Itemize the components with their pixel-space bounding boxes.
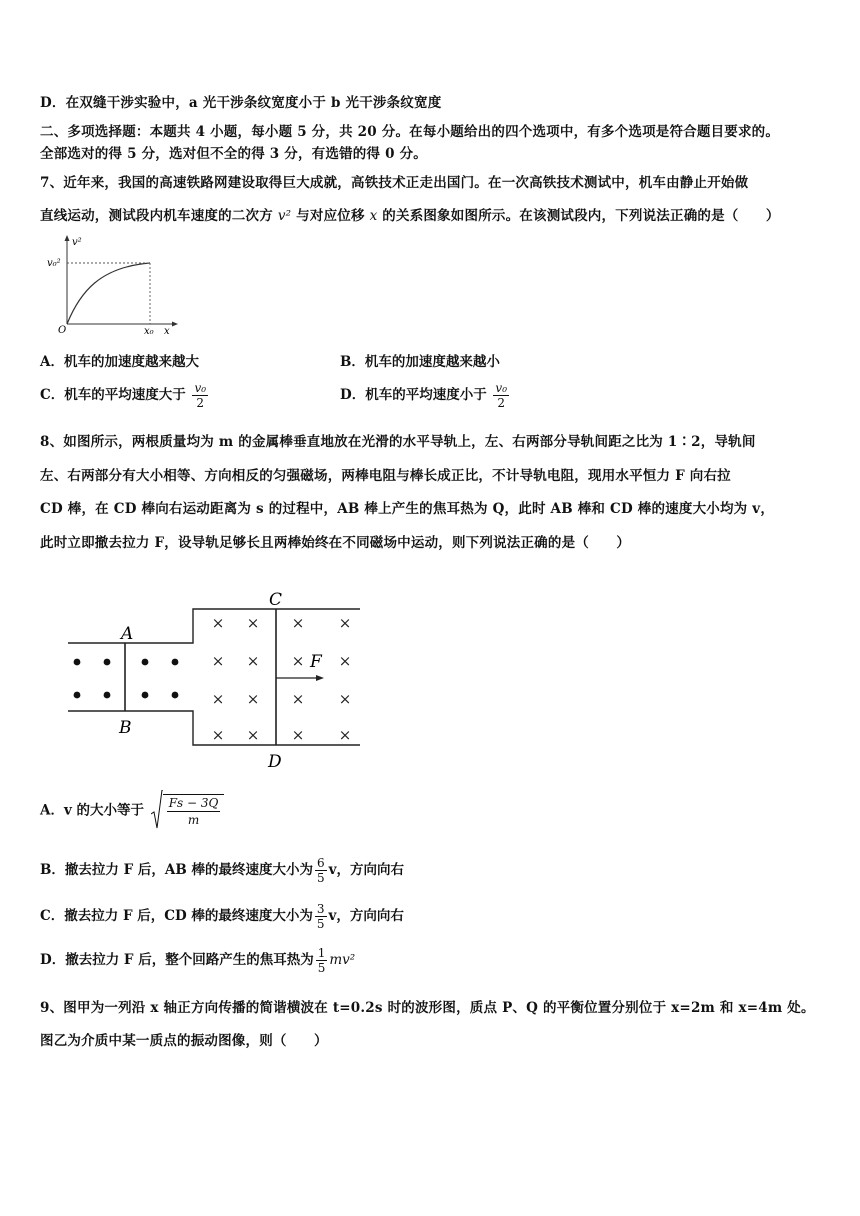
q8-option-c-num: 3 bbox=[316, 902, 325, 916]
q8-option-c-text: C．撤去拉力 F 后，CD 棒的最终速度大小为 bbox=[40, 908, 313, 924]
field-into-page-cross: × bbox=[246, 614, 260, 632]
q7-option-c-fraction bbox=[192, 381, 208, 410]
section-title-line-2: 全部选对的得 5 分，选对但不全的得 3 分，有选错的得 0 分。 bbox=[40, 146, 427, 162]
q8-stem-line-3: CD 棒，在 CD 棒向右运动距离为 s 的过程中，AB 棒上产生的焦耳热为 Q，此时 AB 棒和 CD 棒的速度大小均为 v， bbox=[40, 501, 775, 517]
q8-option-c-den: 5 bbox=[316, 917, 325, 931]
field-out-of-page-dot bbox=[142, 659, 149, 666]
field-out-of-page-dot bbox=[74, 659, 81, 666]
q8-option-b-text: B．撤去拉力 F 后，AB 棒的最终速度大小为 bbox=[40, 862, 313, 878]
q8-label-f: F bbox=[310, 652, 322, 672]
q8-option-d-fraction bbox=[316, 946, 328, 975]
q7-var-x: x bbox=[369, 208, 378, 224]
q7-x-axis-arrow bbox=[172, 322, 178, 327]
q8-option-b-post: v，方向向右 bbox=[328, 862, 404, 878]
field-into-page-cross: × bbox=[291, 726, 305, 744]
q8-option-b-den: 5 bbox=[316, 871, 325, 885]
field-out-of-page-dot bbox=[142, 692, 149, 699]
section-title-line-1: 二、多项选择题：本题共 4 小题，每小题 5 分，共 20 分。在每小题给出的四个选项中，有多个选项是符合题目要求的。 bbox=[40, 124, 780, 140]
q8-label-c: C bbox=[269, 590, 283, 610]
field-into-page-cross: × bbox=[338, 652, 352, 670]
q7-option-c-frac-den: 2 bbox=[196, 396, 205, 410]
field-into-page-cross: × bbox=[246, 652, 260, 670]
q8-label-d: D bbox=[268, 752, 282, 772]
field-out-of-page-dot bbox=[172, 659, 179, 666]
q8-option-a bbox=[40, 794, 224, 828]
q8-option-d-num: 1 bbox=[317, 946, 326, 960]
q7-x-tick-label: x₀ bbox=[144, 326, 154, 337]
q7-curve bbox=[67, 263, 150, 324]
q7-stem-text-b: 与对应位移 bbox=[291, 208, 370, 224]
q9-stem-line-1: 9、图甲为一列沿 x 轴正方向传播的简谐横波在 t=0.2s 时的波形图，质点 P、Q 的平衡位置分别位于 x=2m 和 x=4m 处。 bbox=[40, 1000, 815, 1016]
field-into-page-cross: × bbox=[338, 726, 352, 744]
field-out-of-page-dot bbox=[104, 659, 111, 666]
field-into-page-cross: × bbox=[211, 652, 225, 670]
q7-option-d-frac-den: 2 bbox=[497, 396, 506, 410]
q8-option-d-text: D．撤去拉力 F 后，整个回路产生的焦耳热为 bbox=[40, 952, 314, 968]
field-into-page-cross: × bbox=[246, 726, 260, 744]
q8-option-d-den: 5 bbox=[317, 961, 326, 975]
q8-label-b: B bbox=[119, 718, 132, 738]
q8-rail-magnetic-field-figure bbox=[60, 585, 370, 775]
q7-option-c-text: C．机车的平均速度大于 bbox=[40, 387, 186, 403]
q7-stem-line-1: 7、近年来，我国的高速铁路网建设取得巨大成就，高铁技术正走出国门。在一次高铁技术测试中，机车由静止开始做 bbox=[40, 175, 749, 191]
q7-y-axis-arrow bbox=[65, 235, 70, 241]
q8-option-d-post: mv² bbox=[329, 952, 356, 968]
q7-v2-x-graph bbox=[40, 232, 190, 337]
q7-option-d-frac-num: v₀ bbox=[495, 381, 508, 395]
q8-option-a-text: A．v 的大小等于 bbox=[40, 802, 145, 819]
field-into-page-cross: × bbox=[291, 614, 305, 632]
q8-option-b-num: 6 bbox=[316, 856, 325, 870]
q7-x-axis-label: x bbox=[164, 326, 170, 337]
field-out-of-page-dot bbox=[172, 692, 179, 699]
q7-option-d-fraction bbox=[493, 381, 509, 410]
field-out-of-page-dot bbox=[74, 692, 81, 699]
q8-option-a-sqrt bbox=[151, 794, 225, 828]
q7-option-a: A．机车的加速度越来越大 bbox=[40, 354, 199, 370]
field-into-page-cross: × bbox=[211, 690, 225, 708]
q8-force-arrowhead bbox=[316, 675, 324, 681]
q8-option-d bbox=[40, 946, 355, 975]
q7-stem-line-2 bbox=[40, 204, 780, 224]
field-into-page-cross: × bbox=[291, 690, 305, 708]
q8-stem-line-2: 左、右两部分有大小相等、方向相反的匀强磁场，两棒电阻与棒长成正比，不计导轨电阻，现用水平恒力 F 向右拉 bbox=[40, 468, 731, 484]
q8-option-a-num: Fs − 3Q bbox=[168, 796, 219, 810]
q7-option-c bbox=[40, 381, 210, 410]
q7-stem-text-c: 的关系图象如图所示。在该测试段内，下列说法正确的是（ ） bbox=[377, 208, 780, 224]
q8-option-c-fraction bbox=[315, 902, 327, 931]
q7-y-tick-label: v₀² bbox=[47, 258, 61, 269]
q7-origin-label: O bbox=[58, 325, 67, 336]
q8-option-a-den: m bbox=[187, 813, 200, 827]
q8-field-marks bbox=[74, 614, 352, 744]
q8-option-c-post: v，方向向右 bbox=[328, 908, 404, 924]
q8-option-c bbox=[40, 902, 404, 931]
field-into-page-cross: × bbox=[291, 652, 305, 670]
q7-option-d-text: D．机车的平均速度小于 bbox=[340, 387, 487, 403]
radical-sign-icon bbox=[151, 790, 163, 830]
q8-stem-line-4: 此时立即撤去拉力 F，设导轨足够长且两棒始终在不同磁场中运动，则下列说法正确的是（ ） bbox=[40, 535, 631, 551]
q8-label-a: A bbox=[121, 624, 134, 644]
q8-option-b bbox=[40, 856, 404, 885]
prev-question-option-d: D．在双缝干涉实验中，a 光干涉条纹宽度小于 b 光干涉条纹宽度 bbox=[40, 95, 442, 111]
field-into-page-cross: × bbox=[338, 690, 352, 708]
q7-var-v2: v² bbox=[277, 208, 292, 224]
q9-stem-line-2: 图乙为介质中某一质点的振动图像，则（ ） bbox=[40, 1033, 328, 1049]
field-out-of-page-dot bbox=[104, 692, 111, 699]
q7-y-axis-label: v² bbox=[72, 237, 82, 248]
q8-stem-line-1: 8、如图所示，两根质量均为 m 的金属棒垂直地放在光滑的水平导轨上，左、右两部分导轨间距之比为 1∶2，导轨间 bbox=[40, 434, 756, 450]
q7-stem-text-a: 直线运动，测试段内机车速度的二次方 bbox=[40, 208, 278, 224]
q7-option-d bbox=[340, 381, 511, 410]
field-into-page-cross: × bbox=[338, 614, 352, 632]
q8-option-b-fraction bbox=[315, 856, 327, 885]
q7-option-b: B．机车的加速度越来越小 bbox=[340, 354, 500, 370]
q7-option-c-frac-num: v₀ bbox=[194, 381, 207, 395]
field-into-page-cross: × bbox=[211, 614, 225, 632]
field-into-page-cross: × bbox=[246, 690, 260, 708]
field-into-page-cross: × bbox=[211, 726, 225, 744]
